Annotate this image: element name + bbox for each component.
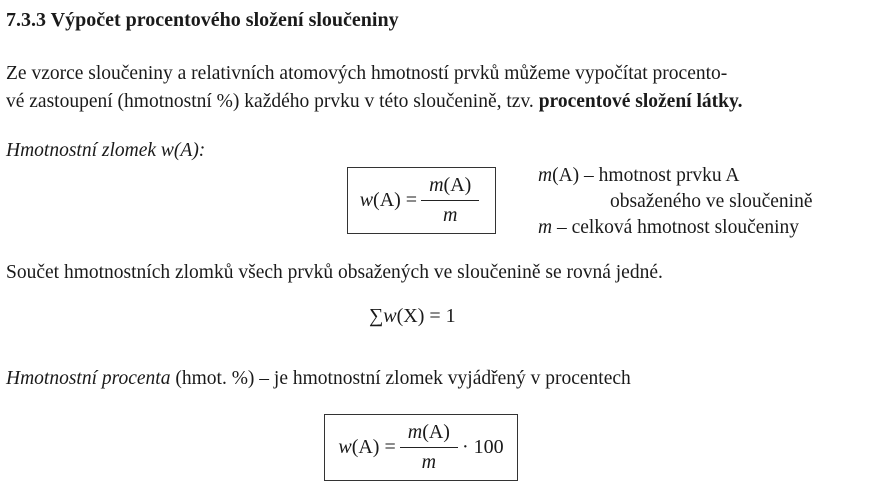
formula-numerator xyxy=(421,174,479,201)
formula-denominator: m xyxy=(442,204,458,226)
section-heading: 7.3.3 Výpočet procentového složení sloučeniny xyxy=(6,9,399,31)
formula2-numerator xyxy=(400,421,458,448)
numerator2-fn: m xyxy=(407,421,423,443)
sum-rest: (X) = 1 xyxy=(396,305,456,327)
numerator-arg: (A) xyxy=(443,174,472,196)
legend-line-3 xyxy=(538,215,799,241)
formula-lhs-fn: w xyxy=(359,189,374,211)
mass-percent-term: Hmotnostní procenta xyxy=(6,368,171,389)
intro-line-2-text: vé zastoupení (hmotnostní %) každého prvku v této sloučenině, tzv. xyxy=(6,91,539,112)
sum-rule-text: Součet hmotnostních zlomků všech prvků obsažených ve sloučenině se rovná jedné. xyxy=(6,262,663,283)
formula2-lhs-arg: (A) = xyxy=(351,436,396,458)
intro-bold-term: procentové složení látky. xyxy=(538,91,743,112)
legend-line-2: obsaženého ve sloučenině xyxy=(610,191,813,212)
intro-paragraph xyxy=(6,60,743,116)
legend-1-text: (A) – hmotnost prvku A xyxy=(552,165,740,186)
mass-percent-definition: (hmot. %) – je hmotnostní zlomek vyjádřený v procentech xyxy=(170,368,631,389)
mass-fraction-formula-box xyxy=(347,167,496,234)
formula2-denominator: m xyxy=(421,451,437,473)
formula-fraction xyxy=(421,174,479,227)
mass-fraction-label: Hmotnostní zlomek w(A): xyxy=(6,140,206,161)
mass-percent-label xyxy=(6,368,631,390)
legend-3-symbol: m xyxy=(538,217,553,238)
formula-lhs-arg: (A) = xyxy=(373,189,418,211)
numerator2-arg: (A) xyxy=(422,421,450,443)
formula2-fraction xyxy=(400,421,458,474)
sum-rule-formula xyxy=(369,305,456,328)
legend-line-1 xyxy=(538,163,740,189)
intro-line-2 xyxy=(6,88,743,116)
formula-lhs xyxy=(360,189,417,212)
intro-line-1: Ze vzorce sloučeniny a relativních atomových hmotností prvků můžeme vypočítat procento- xyxy=(6,63,728,84)
legend-3-text: – celková hmotnost sloučeniny xyxy=(552,217,800,238)
formula2-lhs-fn: w xyxy=(338,436,352,458)
mass-percent-formula-box xyxy=(324,414,518,481)
legend-1-symbol: m xyxy=(538,165,553,186)
formula2-lhs xyxy=(338,436,395,459)
numerator-fn: m xyxy=(429,174,444,196)
sigma-symbol: ∑ xyxy=(369,305,384,327)
sum-fn: w xyxy=(383,305,397,327)
formula2-multiplier: · 100 xyxy=(461,436,504,458)
